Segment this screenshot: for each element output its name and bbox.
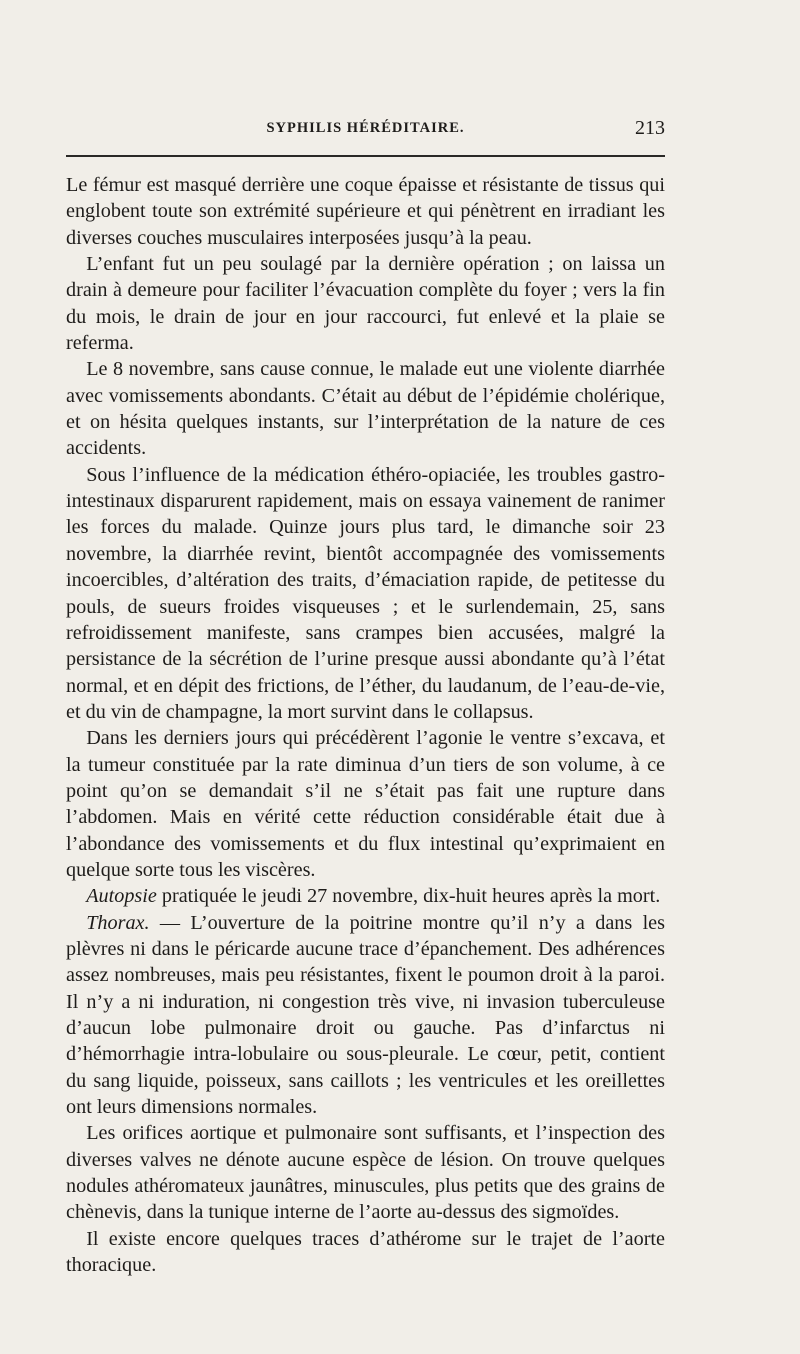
header-rule xyxy=(66,155,665,157)
italic-lead: Thorax. xyxy=(86,911,150,934)
paragraph: Thorax. — L’ouverture de la poitrine montre qu’il n’y a dans les plèvres ni dans le péricarde aucune trace d’épanchement. Des adhérences assez nombreuses, mais peu résistantes, fixent le poumon droit à la paroi. Il n’y a ni induration, ni congestion très vive, ni invasion tuberculeuse d’aucun lobe pulmonaire droit ou gauche. Pas d’infarctus ni d’hémorrhagie intra-lobulaire ou sous-pleurale. Le cœur, petit, contient du sang liquide, poisseux, sans caillots ; les ventricules et les oreillettes ont leurs dimensions normales. xyxy=(66,911,665,1119)
paragraph: Les orifices aortique et pulmonaire sont suffisants, et l’inspection des diverses valves ne dénote aucune espèce de lésion. On trouve quelques nodules athéromateux jaunâtres, minuscules, plus petits que des grains de chènevis, dans la tunique interne de l’aorte au-dessus des sigmoïdes. xyxy=(66,1122,665,1224)
paragraph: Le 8 novembre, sans cause connue, le malade eut une violente diarrhée avec vomissements abondants. C’était au début de l’épidémie cholérique, et on hésita quelques instants, sur l’interprétation de la nature de ces accidents. xyxy=(66,358,665,460)
paragraph: Sous l’influence de la médication éthéro-opiaciée, les troubles gastro-intestinaux disparurent rapidement, mais on essaya vainement de ranimer les forces du malade. Quinze jours plus tard, le dimanche soir 23 novembre, la diarrhée revint, bientôt accompagnée des vomissements incoercibles, d’altération des traits, d’émaciation rapide, de petitesse du pouls, de sueurs froides visqueuses ; et le surlendemain, 25, sans refroidissement manifeste, sans crampes bien accusées, malgré la persistance de la sécrétion de l’urine presque aussi abondante qu’à l’état normal, et en dépit des frictions, de l’éther, du laudanum, de l’eau-de-vie, et du vin de champagne, la mort survint dans le collapsus. xyxy=(66,463,665,723)
paragraph: Dans les derniers jours qui précédèrent l’agonie le ventre s’excava, et la tumeur constituée par la rate diminua d’un tiers de son volume, à ce point qu’on se demandait s’il ne s’était pas fait une rupture dans l’abdomen. Mais en vérité cette réduction considérable était due à l’abondance des vomissements et du flux intestinal qu’exprimaient en quelque sorte tous les viscères. xyxy=(66,727,665,881)
paragraph: L’enfant fut un peu soulagé par la dernière opération ; on laissa un drain à demeure pour faciliter l’évacuation complète du foyer ; vers la fin du mois, le drain de jour en jour raccourci, fut enlevé et la plaie se referma. xyxy=(66,253,665,355)
running-header xyxy=(66,117,665,144)
body-text xyxy=(66,172,665,1278)
running-title: SYPHILIS HÉRÉDITAIRE. xyxy=(266,120,465,136)
paragraph: Autopsie pratiquée le jeudi 27 novembre, dix-huit heures après la mort. xyxy=(86,885,661,908)
paragraph: Le fémur est masqué derrière une coque épaisse et résistante de tissus qui englobent toute son extrémité supérieure et qui pénètrent en irradiant les diverses couches musculaires interposées jusqu’à la peau. xyxy=(66,174,665,249)
page-number: 213 xyxy=(635,117,665,139)
paragraph: Il existe encore quelques traces d’athérome sur le trajet de l’aorte thoracique. xyxy=(66,1227,665,1277)
italic-lead: Autopsie xyxy=(86,885,157,908)
